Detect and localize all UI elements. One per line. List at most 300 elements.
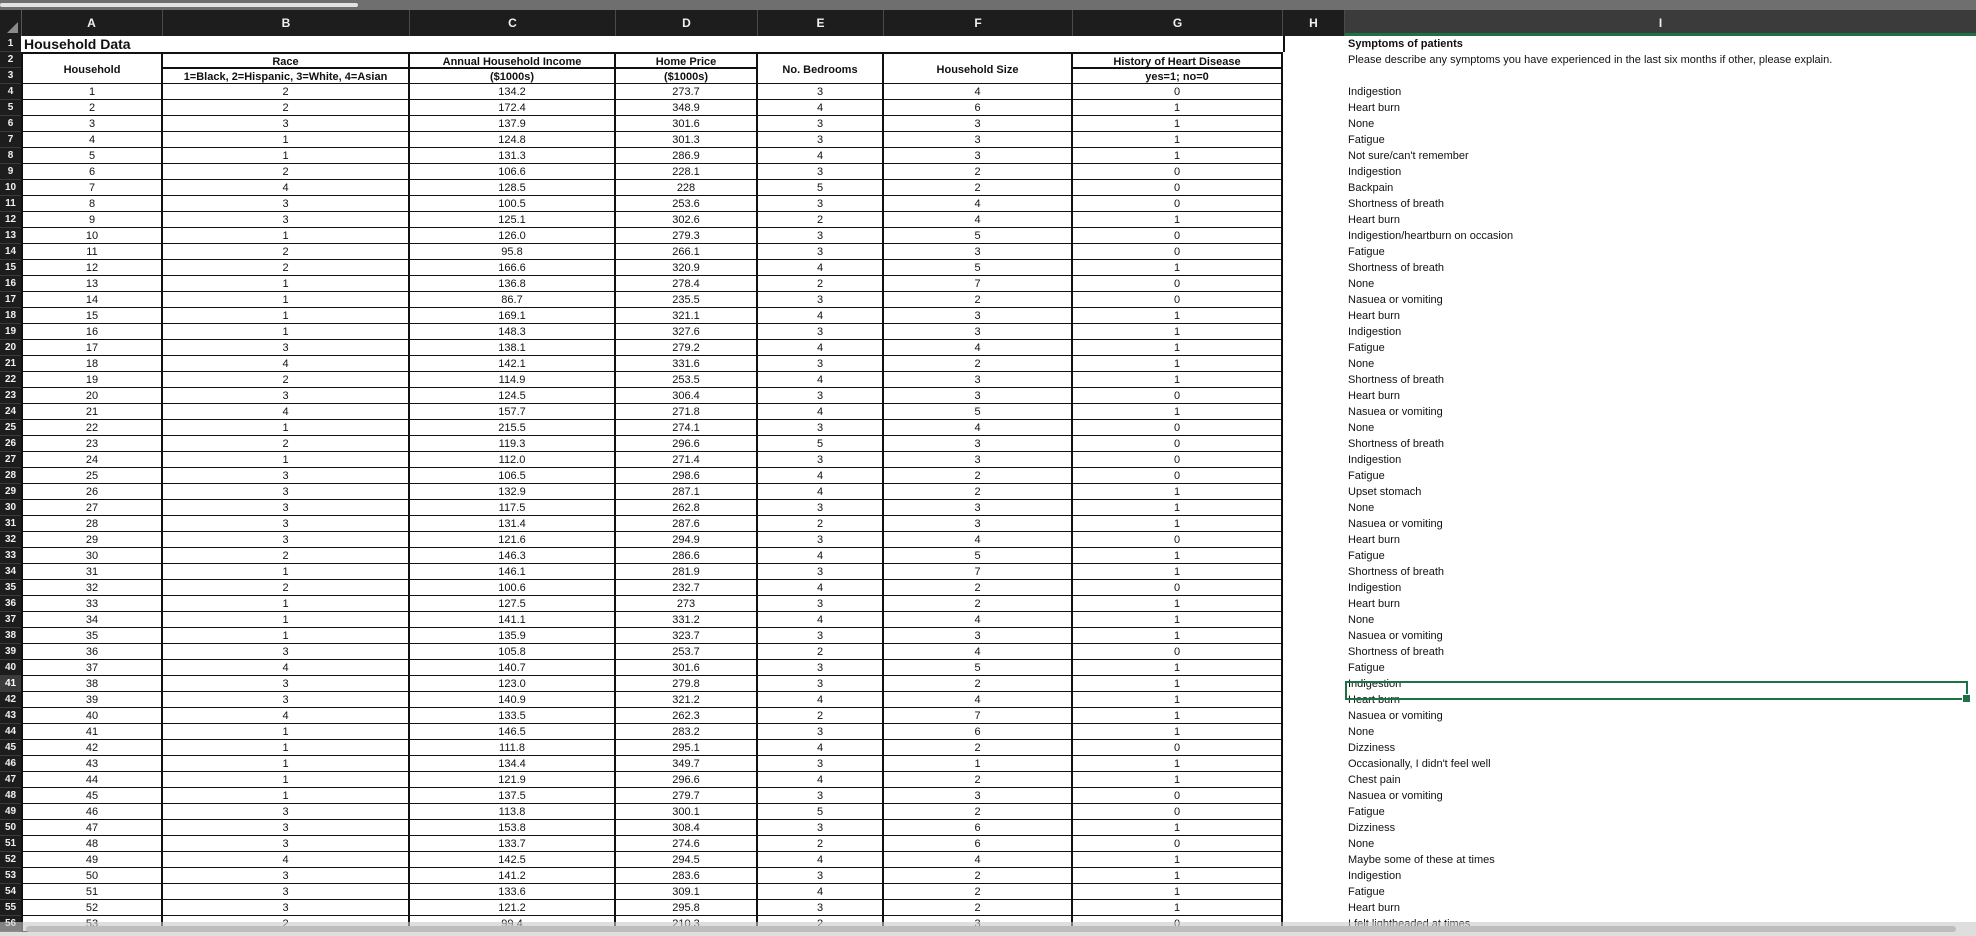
cell-household-size[interactable]: 6 — [884, 836, 1073, 852]
cell-heart-disease[interactable]: 1 — [1073, 564, 1283, 580]
row-header[interactable]: 40 — [0, 660, 21, 676]
cell-household-size[interactable]: 4 — [884, 212, 1073, 228]
cell-household[interactable]: 11 — [21, 244, 163, 260]
cell-symptom[interactable]: Fatigue — [1348, 246, 1385, 258]
cell-heart-disease[interactable]: 1 — [1073, 692, 1283, 708]
cell-household-size[interactable]: 3 — [884, 628, 1073, 644]
cell-bedrooms[interactable]: 4 — [758, 372, 884, 388]
cell-income[interactable]: 132.9 — [410, 484, 616, 500]
cell-home-price[interactable]: 301.6 — [616, 660, 758, 676]
cell-bedrooms[interactable]: 3 — [758, 420, 884, 436]
cell-bedrooms[interactable]: 4 — [758, 260, 884, 276]
cell-bedrooms[interactable]: 3 — [758, 228, 884, 244]
cell-symptom[interactable]: Fatigue — [1348, 470, 1385, 482]
cell-income[interactable]: 172.4 — [410, 100, 616, 116]
cell-household[interactable]: 40 — [21, 708, 163, 724]
cell-symptom[interactable]: Maybe some of these at times — [1348, 854, 1495, 866]
cell-home-price[interactable]: 228.1 — [616, 164, 758, 180]
cell-heart-disease[interactable]: 0 — [1073, 180, 1283, 196]
cell-bedrooms[interactable]: 4 — [758, 484, 884, 500]
cell-bedrooms[interactable]: 3 — [758, 116, 884, 132]
row-header[interactable]: 41 — [0, 676, 21, 692]
cell-heart-disease[interactable]: 1 — [1073, 612, 1283, 628]
cell-income[interactable]: 131.3 — [410, 148, 616, 164]
cell-household[interactable]: 47 — [21, 820, 163, 836]
cell-income[interactable]: 142.5 — [410, 852, 616, 868]
cell-symptom[interactable]: Fatigue — [1348, 886, 1385, 898]
row-header[interactable]: 23 — [0, 388, 21, 404]
cell-income[interactable]: 169.1 — [410, 308, 616, 324]
cell-home-price[interactable]: 294.9 — [616, 532, 758, 548]
row-header[interactable]: 39 — [0, 644, 21, 660]
cell-heart-disease[interactable]: 1 — [1073, 628, 1283, 644]
cell-income[interactable]: 142.1 — [410, 356, 616, 372]
row-header[interactable]: 52 — [0, 852, 21, 868]
cell-income[interactable]: 133.6 — [410, 884, 616, 900]
cell-race[interactable]: 4 — [163, 180, 410, 196]
cell-income[interactable]: 146.1 — [410, 564, 616, 580]
cell-household[interactable]: 22 — [21, 420, 163, 436]
cell-home-price[interactable]: 306.4 — [616, 388, 758, 404]
cell-household-size[interactable]: 4 — [884, 420, 1073, 436]
cell-household-size[interactable]: 3 — [884, 788, 1073, 804]
cell-bedrooms[interactable]: 4 — [758, 100, 884, 116]
cell-income[interactable]: 148.3 — [410, 324, 616, 340]
cell-home-price[interactable]: 271.8 — [616, 404, 758, 420]
cell-household[interactable]: 37 — [21, 660, 163, 676]
cell-bedrooms[interactable]: 4 — [758, 308, 884, 324]
row-header[interactable]: 42 — [0, 692, 21, 708]
cell-bedrooms[interactable]: 3 — [758, 676, 884, 692]
cell-race[interactable]: 2 — [163, 580, 410, 596]
cell-symptom[interactable]: Indigestion/heartburn on occasion — [1348, 230, 1514, 242]
row-header[interactable]: 43 — [0, 708, 21, 724]
cell-household-size[interactable]: 4 — [884, 612, 1073, 628]
header-bedrooms[interactable]: No. Bedrooms — [758, 52, 884, 84]
cell-household-size[interactable]: 2 — [884, 740, 1073, 756]
row-header[interactable]: 15 — [0, 260, 21, 276]
cell-home-price[interactable]: 235.5 — [616, 292, 758, 308]
cell-household-size[interactable]: 7 — [884, 708, 1073, 724]
cell-race[interactable]: 3 — [163, 212, 410, 228]
cell-bedrooms[interactable]: 3 — [758, 532, 884, 548]
cell-bedrooms[interactable]: 4 — [758, 884, 884, 900]
cell-household-size[interactable]: 2 — [884, 164, 1073, 180]
cell-income[interactable]: 133.7 — [410, 836, 616, 852]
cell-symptom[interactable]: Nasuea or vomiting — [1348, 294, 1443, 306]
cell-home-price[interactable]: 321.1 — [616, 308, 758, 324]
cell-race[interactable]: 2 — [163, 436, 410, 452]
cell-home-price[interactable]: 266.1 — [616, 244, 758, 260]
cell-bedrooms[interactable]: 5 — [758, 804, 884, 820]
cell-bedrooms[interactable]: 3 — [758, 388, 884, 404]
row-header[interactable]: 13 — [0, 228, 21, 244]
cell-household[interactable]: 21 — [21, 404, 163, 420]
cell-bedrooms[interactable]: 2 — [758, 516, 884, 532]
cell-home-price[interactable]: 274.1 — [616, 420, 758, 436]
cell-household[interactable]: 24 — [21, 452, 163, 468]
cell-household-size[interactable]: 4 — [884, 84, 1073, 100]
cell-household[interactable]: 49 — [21, 852, 163, 868]
cell-symptom[interactable]: Nasuea or vomiting — [1348, 710, 1443, 722]
row-header[interactable]: 21 — [0, 356, 21, 372]
cell-bedrooms[interactable]: 4 — [758, 580, 884, 596]
cell-household[interactable]: 43 — [21, 756, 163, 772]
cell-race[interactable]: 2 — [163, 548, 410, 564]
cell-household-size[interactable]: 2 — [884, 772, 1073, 788]
cell-household[interactable]: 17 — [21, 340, 163, 356]
row-header[interactable]: 19 — [0, 324, 21, 340]
cell-race[interactable]: 3 — [163, 820, 410, 836]
row-header[interactable]: 44 — [0, 724, 21, 740]
cell-household[interactable]: 25 — [21, 468, 163, 484]
cell-heart-disease[interactable]: 1 — [1073, 260, 1283, 276]
cell-race[interactable]: 1 — [163, 276, 410, 292]
cell-home-price[interactable]: 296.6 — [616, 436, 758, 452]
cell-household[interactable]: 8 — [21, 196, 163, 212]
cell-household-size[interactable]: 4 — [884, 532, 1073, 548]
cell-home-price[interactable]: 327.6 — [616, 324, 758, 340]
cell-income[interactable]: 119.3 — [410, 436, 616, 452]
cell-home-price[interactable]: 348.9 — [616, 100, 758, 116]
cell-income[interactable]: 106.5 — [410, 468, 616, 484]
cell-heart-disease[interactable]: 1 — [1073, 132, 1283, 148]
cell-heart-disease[interactable]: 1 — [1073, 756, 1283, 772]
cell-heart-disease[interactable]: 1 — [1073, 148, 1283, 164]
cell-symptom[interactable]: Nasuea or vomiting — [1348, 406, 1443, 418]
cell-race[interactable]: 1 — [163, 612, 410, 628]
cell-bedrooms[interactable]: 3 — [758, 820, 884, 836]
cell-household-size[interactable]: 3 — [884, 372, 1073, 388]
cell-symptom[interactable]: Fatigue — [1348, 662, 1385, 674]
cell-household-size[interactable]: 2 — [884, 180, 1073, 196]
cell-home-price[interactable]: 253.5 — [616, 372, 758, 388]
cell-race[interactable]: 1 — [163, 628, 410, 644]
cell-household-size[interactable]: 5 — [884, 660, 1073, 676]
cell-household[interactable]: 34 — [21, 612, 163, 628]
cell-household-size[interactable]: 7 — [884, 564, 1073, 580]
cell-household[interactable]: 19 — [21, 372, 163, 388]
cell-bedrooms[interactable]: 3 — [758, 788, 884, 804]
cell-home-price[interactable]: 228 — [616, 180, 758, 196]
cell-home-price[interactable]: 302.6 — [616, 212, 758, 228]
column-header-B[interactable]: B — [163, 10, 410, 36]
header-race-sub[interactable]: 1=Black, 2=Hispanic, 3=White, 4=Asian — [163, 68, 410, 84]
cell-income[interactable]: 112.0 — [410, 452, 616, 468]
cell-household[interactable]: 46 — [21, 804, 163, 820]
cell-income[interactable]: 127.5 — [410, 596, 616, 612]
cell-household[interactable]: 14 — [21, 292, 163, 308]
cell-heart-disease[interactable]: 0 — [1073, 244, 1283, 260]
cell-heart-disease[interactable]: 0 — [1073, 276, 1283, 292]
cell-symptom[interactable]: Dizziness — [1348, 822, 1396, 834]
cell-household-size[interactable]: 3 — [884, 436, 1073, 452]
cell-household-size[interactable]: 3 — [884, 324, 1073, 340]
cell-heart-disease[interactable]: 0 — [1073, 468, 1283, 484]
cell-race[interactable]: 3 — [163, 340, 410, 356]
cell-race[interactable]: 3 — [163, 900, 410, 916]
cell-household[interactable]: 27 — [21, 500, 163, 516]
cell-household[interactable]: 45 — [21, 788, 163, 804]
cell-bedrooms[interactable]: 2 — [758, 708, 884, 724]
cell-heart-disease[interactable]: 1 — [1073, 308, 1283, 324]
cell-heart-disease[interactable]: 0 — [1073, 164, 1283, 180]
cell-bedrooms[interactable]: 3 — [758, 596, 884, 612]
row-header[interactable]: 8 — [0, 148, 21, 164]
row-header[interactable]: 53 — [0, 868, 21, 884]
cell-symptom[interactable]: Chest pain — [1348, 774, 1401, 786]
cell-symptom[interactable]: Indigestion — [1348, 582, 1402, 594]
row-header[interactable]: 34 — [0, 564, 21, 580]
cell-bedrooms[interactable]: 4 — [758, 772, 884, 788]
cell-home-price[interactable]: 262.8 — [616, 500, 758, 516]
cell-race[interactable]: 1 — [163, 724, 410, 740]
cell-race[interactable]: 3 — [163, 196, 410, 212]
cell-bedrooms[interactable]: 3 — [758, 196, 884, 212]
column-header-I[interactable]: I — [1345, 10, 1976, 36]
cell-income[interactable]: 135.9 — [410, 628, 616, 644]
cell-home-price[interactable]: 298.6 — [616, 468, 758, 484]
cell-symptom[interactable]: None — [1348, 278, 1375, 290]
row-header[interactable]: 46 — [0, 756, 21, 772]
cell-bedrooms[interactable]: 4 — [758, 340, 884, 356]
cell-symptom[interactable]: Shortness of breath — [1348, 198, 1445, 210]
cell-heart-disease[interactable]: 0 — [1073, 644, 1283, 660]
cell-home-price[interactable]: 323.7 — [616, 628, 758, 644]
row-header[interactable]: 47 — [0, 772, 21, 788]
cell-household-size[interactable]: 4 — [884, 340, 1073, 356]
row-header[interactable]: 48 — [0, 788, 21, 804]
cell-symptom[interactable]: None — [1348, 358, 1375, 370]
row-header[interactable]: 36 — [0, 596, 21, 612]
cell-heart-disease[interactable]: 1 — [1073, 868, 1283, 884]
cell-home-price[interactable]: 309.1 — [616, 884, 758, 900]
cell-household[interactable]: 7 — [21, 180, 163, 196]
cell-home-price[interactable]: 232.7 — [616, 580, 758, 596]
row-header[interactable]: 7 — [0, 132, 21, 148]
cell-household-size[interactable]: 5 — [884, 228, 1073, 244]
cell-income[interactable]: 123.0 — [410, 676, 616, 692]
cell-bedrooms[interactable]: 3 — [758, 356, 884, 372]
cell-household[interactable]: 6 — [21, 164, 163, 180]
row-header-2[interactable]: 2 — [0, 52, 21, 68]
cell-heart-disease[interactable]: 0 — [1073, 804, 1283, 820]
select-all-corner[interactable] — [0, 10, 22, 36]
cell-household-size[interactable]: 1 — [884, 756, 1073, 772]
cell-symptom[interactable]: Shortness of breath — [1348, 438, 1445, 450]
cell-bedrooms[interactable]: 2 — [758, 276, 884, 292]
cell-income[interactable]: 134.2 — [410, 84, 616, 100]
cell-home-price[interactable]: 271.4 — [616, 452, 758, 468]
cell-household-size[interactable]: 2 — [884, 468, 1073, 484]
cell-household-size[interactable]: 2 — [884, 484, 1073, 500]
cell-household[interactable]: 26 — [21, 484, 163, 500]
cell-race[interactable]: 3 — [163, 532, 410, 548]
cell-bedrooms[interactable]: 4 — [758, 852, 884, 868]
cell-bedrooms[interactable]: 4 — [758, 468, 884, 484]
cell-symptom[interactable]: Heart burn — [1348, 534, 1400, 546]
cell-race[interactable]: 1 — [163, 292, 410, 308]
cell-income[interactable]: 100.5 — [410, 196, 616, 212]
cell-bedrooms[interactable]: 3 — [758, 164, 884, 180]
cell-race[interactable]: 3 — [163, 500, 410, 516]
row-header[interactable]: 32 — [0, 532, 21, 548]
cell-bedrooms[interactable]: 3 — [758, 132, 884, 148]
cell-race[interactable]: 3 — [163, 468, 410, 484]
cell-household-size[interactable]: 2 — [884, 804, 1073, 820]
cell-race[interactable]: 1 — [163, 564, 410, 580]
cell-symptom[interactable]: Indigestion — [1348, 454, 1402, 466]
cell-income[interactable]: 146.5 — [410, 724, 616, 740]
cell-symptom[interactable]: None — [1348, 614, 1375, 626]
cell-heart-disease[interactable]: 1 — [1073, 404, 1283, 420]
row-header[interactable]: 20 — [0, 340, 21, 356]
cell-household-size[interactable]: 4 — [884, 852, 1073, 868]
cell-bedrooms[interactable]: 3 — [758, 564, 884, 580]
symptoms-prompt-cell[interactable]: Please describe any symptoms you have experienced in the last six months if other, please explain. — [1348, 54, 1833, 66]
cell-bedrooms[interactable]: 3 — [758, 292, 884, 308]
cell-race[interactable]: 2 — [163, 164, 410, 180]
cell-race[interactable]: 2 — [163, 244, 410, 260]
cell-symptom[interactable]: Indigestion — [1348, 326, 1402, 338]
row-header[interactable]: 37 — [0, 612, 21, 628]
cell-bedrooms[interactable]: 3 — [758, 900, 884, 916]
row-header[interactable]: 17 — [0, 292, 21, 308]
cell-heart-disease[interactable]: 0 — [1073, 84, 1283, 100]
cell-income[interactable]: 131.4 — [410, 516, 616, 532]
cell-symptom[interactable]: Nasuea or vomiting — [1348, 630, 1443, 642]
cell-home-price[interactable]: 279.7 — [616, 788, 758, 804]
cell-household[interactable]: 38 — [21, 676, 163, 692]
cell-household-size[interactable]: 3 — [884, 116, 1073, 132]
cell-heart-disease[interactable]: 1 — [1073, 516, 1283, 532]
cell-income[interactable]: 111.8 — [410, 740, 616, 756]
cell-heart-disease[interactable]: 0 — [1073, 532, 1283, 548]
header-heart-disease[interactable]: History of Heart Disease — [1073, 52, 1283, 68]
cell-home-price[interactable]: 321.2 — [616, 692, 758, 708]
cell-home-price[interactable]: 262.3 — [616, 708, 758, 724]
cell-household-size[interactable]: 4 — [884, 692, 1073, 708]
cell-income[interactable]: 141.1 — [410, 612, 616, 628]
cell-home-price[interactable]: 273.7 — [616, 84, 758, 100]
cell-home-price[interactable]: 281.9 — [616, 564, 758, 580]
cell-heart-disease[interactable]: 1 — [1073, 884, 1283, 900]
cell-income[interactable]: 136.8 — [410, 276, 616, 292]
cell-bedrooms[interactable]: 3 — [758, 500, 884, 516]
cell-income[interactable]: 86.7 — [410, 292, 616, 308]
cell-household-size[interactable]: 3 — [884, 132, 1073, 148]
cell-symptom[interactable]: None — [1348, 118, 1375, 130]
cell-heart-disease[interactable]: 1 — [1073, 676, 1283, 692]
row-header[interactable]: 11 — [0, 196, 21, 212]
row-header[interactable]: 10 — [0, 180, 21, 196]
cell-income[interactable]: 141.2 — [410, 868, 616, 884]
cell-symptom[interactable]: Fatigue — [1348, 806, 1385, 818]
cell-household[interactable]: 15 — [21, 308, 163, 324]
cell-bedrooms[interactable]: 3 — [758, 244, 884, 260]
header-income-sub[interactable]: ($1000s) — [410, 68, 616, 84]
cell-race[interactable]: 3 — [163, 644, 410, 660]
cell-race[interactable]: 1 — [163, 452, 410, 468]
cell-household[interactable]: 5 — [21, 148, 163, 164]
cell-symptom[interactable]: Upset stomach — [1348, 486, 1422, 498]
cell-heart-disease[interactable]: 1 — [1073, 372, 1283, 388]
cell-race[interactable]: 1 — [163, 324, 410, 340]
cell-income[interactable]: 140.7 — [410, 660, 616, 676]
cell-household[interactable]: 36 — [21, 644, 163, 660]
cell-bedrooms[interactable]: 3 — [758, 660, 884, 676]
column-header-E[interactable]: E — [758, 10, 884, 36]
cell-income[interactable]: 106.6 — [410, 164, 616, 180]
cell-heart-disease[interactable]: 1 — [1073, 356, 1283, 372]
cell-race[interactable]: 1 — [163, 596, 410, 612]
cell-home-price[interactable]: 278.4 — [616, 276, 758, 292]
row-header[interactable]: 29 — [0, 484, 21, 500]
cell-home-price[interactable]: 296.6 — [616, 772, 758, 788]
row-header[interactable]: 12 — [0, 212, 21, 228]
cell-household[interactable]: 44 — [21, 772, 163, 788]
cell-home-price[interactable]: 301.3 — [616, 132, 758, 148]
cell-home-price[interactable]: 295.8 — [616, 900, 758, 916]
cell-household[interactable]: 50 — [21, 868, 163, 884]
cell-race[interactable]: 1 — [163, 740, 410, 756]
cell-symptom[interactable]: Heart burn — [1348, 902, 1400, 914]
cell-bedrooms[interactable]: 2 — [758, 836, 884, 852]
cell-symptom[interactable]: Not sure/can't remember — [1348, 150, 1469, 162]
cell-heart-disease[interactable]: 1 — [1073, 212, 1283, 228]
row-header[interactable]: 4 — [0, 84, 21, 100]
column-header-H[interactable]: H — [1283, 10, 1345, 36]
cell-household[interactable]: 4 — [21, 132, 163, 148]
cell-household[interactable]: 3 — [21, 116, 163, 132]
cell-home-price[interactable]: 295.1 — [616, 740, 758, 756]
header-price[interactable]: Home Price — [616, 52, 758, 68]
cell-household[interactable]: 1 — [21, 84, 163, 100]
cell-heart-disease[interactable]: 0 — [1073, 292, 1283, 308]
cell-household[interactable]: 23 — [21, 436, 163, 452]
cell-heart-disease[interactable]: 1 — [1073, 484, 1283, 500]
cell-race[interactable]: 1 — [163, 228, 410, 244]
cell-household-size[interactable]: 3 — [884, 452, 1073, 468]
cell-symptom[interactable]: Heart burn — [1348, 102, 1400, 114]
cell-symptom[interactable]: Shortness of breath — [1348, 646, 1445, 658]
cell-income[interactable]: 124.8 — [410, 132, 616, 148]
cell-household-size[interactable]: 3 — [884, 500, 1073, 516]
row-header[interactable]: 27 — [0, 452, 21, 468]
cell-symptom[interactable]: Shortness of breath — [1348, 374, 1445, 386]
cell-household[interactable]: 16 — [21, 324, 163, 340]
cell-race[interactable]: 3 — [163, 388, 410, 404]
cell-income[interactable]: 95.8 — [410, 244, 616, 260]
cell-home-price[interactable]: 300.1 — [616, 804, 758, 820]
cell-home-price[interactable]: 283.2 — [616, 724, 758, 740]
cell-home-price[interactable]: 301.6 — [616, 116, 758, 132]
cell-heart-disease[interactable]: 1 — [1073, 772, 1283, 788]
fill-handle[interactable] — [1962, 694, 1971, 703]
row-header[interactable]: 26 — [0, 436, 21, 452]
cell-race[interactable]: 4 — [163, 356, 410, 372]
cell-race[interactable]: 3 — [163, 676, 410, 692]
cell-income[interactable]: 125.1 — [410, 212, 616, 228]
header-household-size[interactable]: Household Size — [884, 52, 1073, 84]
column-header-D[interactable]: D — [616, 10, 758, 36]
row-header[interactable]: 16 — [0, 276, 21, 292]
cell-income[interactable]: 128.5 — [410, 180, 616, 196]
cell-household-size[interactable]: 2 — [884, 868, 1073, 884]
cell-heart-disease[interactable]: 0 — [1073, 740, 1283, 756]
cell-race[interactable]: 3 — [163, 692, 410, 708]
cell-race[interactable]: 3 — [163, 116, 410, 132]
